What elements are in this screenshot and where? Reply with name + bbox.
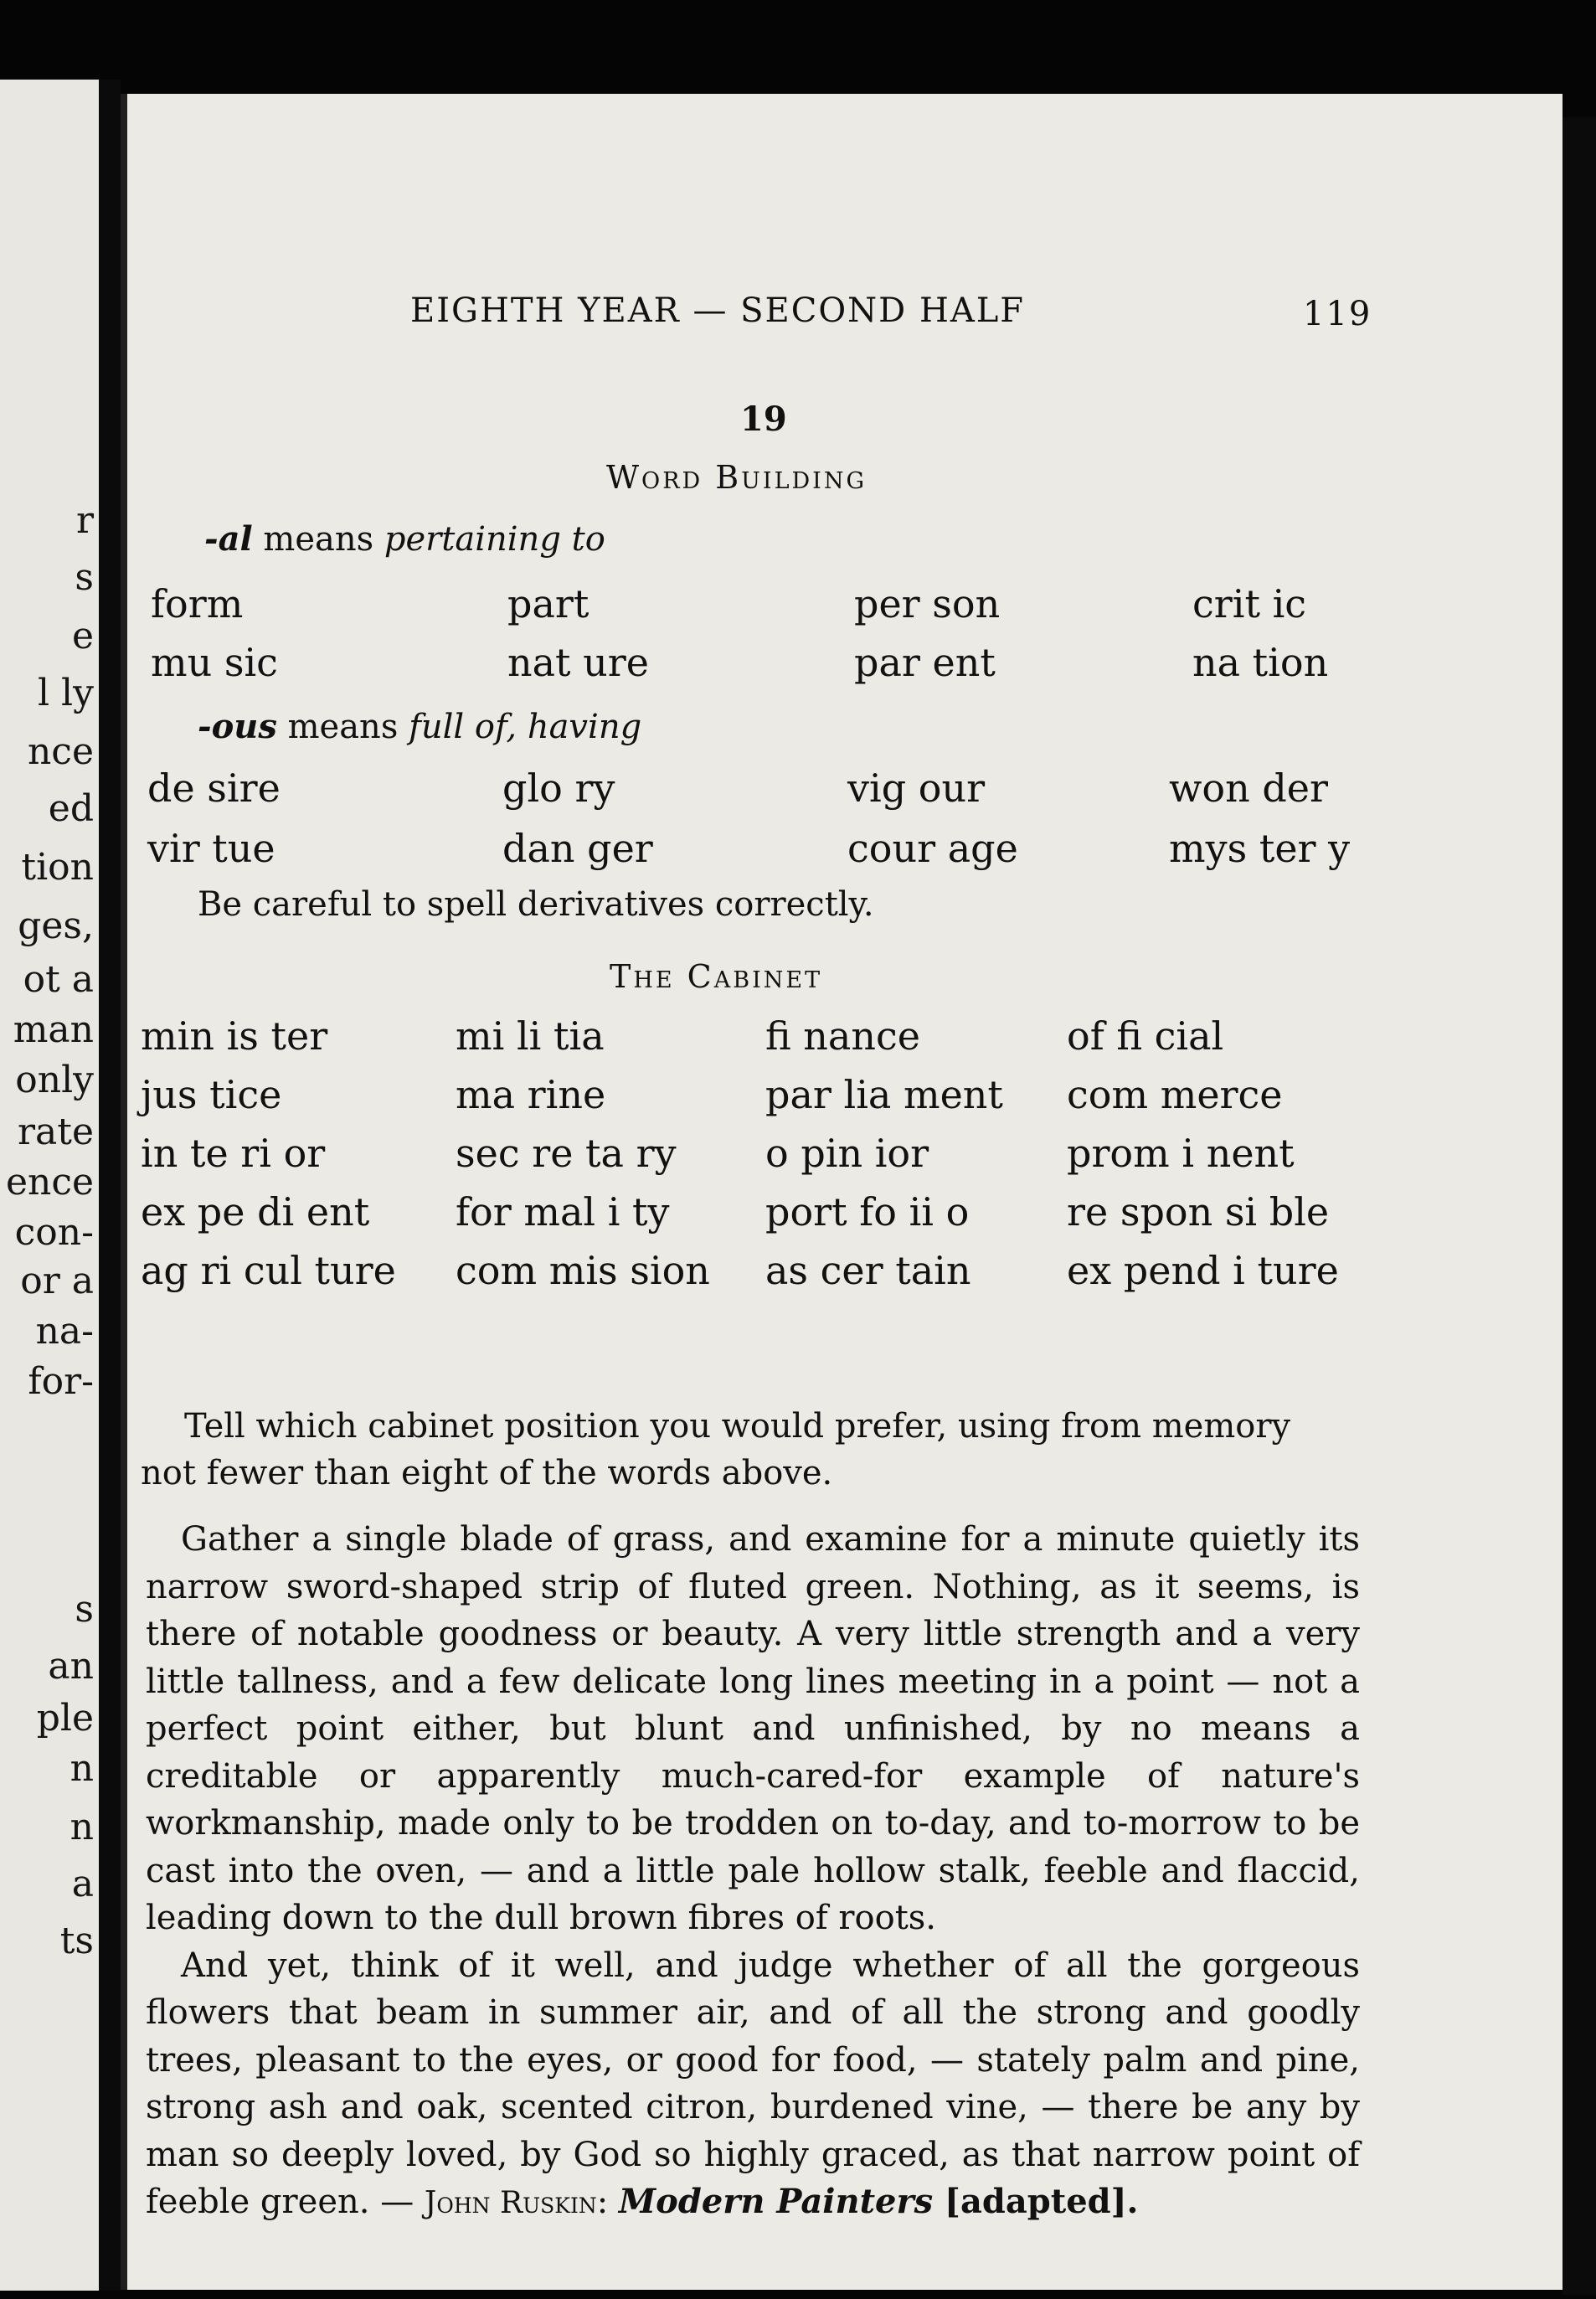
facing-page-text-fragment: s xyxy=(75,556,94,599)
al-word: crit ic xyxy=(1192,581,1307,626)
cabinet-word: min is ter xyxy=(141,1013,328,1059)
facing-page-text-fragment: ed xyxy=(48,787,94,830)
cabinet-word: sec re ta ry xyxy=(456,1131,677,1176)
cabinet-word: in te ri or xyxy=(141,1131,326,1176)
facing-page-edge xyxy=(0,80,99,2291)
cabinet-word: o pin ior xyxy=(765,1131,929,1176)
cabinet-word: of fi cial xyxy=(1067,1013,1224,1059)
cabinet-word: port fo ii o xyxy=(765,1189,970,1235)
attribution-colon: : xyxy=(596,2183,619,2221)
passage-paragraph-2 xyxy=(146,1942,1360,2228)
ous-word: vir tue xyxy=(147,826,275,871)
facing-page-text-fragment: rate xyxy=(18,1111,94,1153)
cabinet-word: ma rine xyxy=(456,1072,606,1117)
facing-page-text-fragment: con- xyxy=(14,1211,94,1254)
facing-page-text-fragment: a xyxy=(71,1863,94,1905)
attribution-author: John Ruskin xyxy=(424,2186,597,2220)
facing-page-text-fragment: e xyxy=(71,615,94,657)
suffix: -ous xyxy=(198,707,277,746)
ruskin-passage xyxy=(146,1516,1360,2228)
suffix: -al xyxy=(204,519,253,559)
facing-page-text-fragment: r xyxy=(75,499,94,542)
cabinet-word: par lia ment xyxy=(765,1072,1003,1117)
al-word: na tion xyxy=(1192,640,1329,685)
passage-paragraph-1: Gather a single blade of grass, and examine for a minute quietly its narrow sword-shaped strip of fluted green. Nothing, as it seems, is there of notable goodness or beauty. A very little strength and a very little tallness, and a few delicate long lines meeting in a point — not a perfect point either, but blunt and unfinished, by no means a creditable or apparently much-cared-for example of nature's workmanship, made only to be trodden on to-day, and to-morrow to be cast into the oven, — and a little pale hollow stalk, feeble and flaccid, leading down to the dull brown fibres of roots. xyxy=(146,1520,1360,1937)
facing-page-text-fragment: n xyxy=(70,1806,94,1848)
facing-page-text-fragment: an xyxy=(48,1645,94,1688)
ous-word: dan ger xyxy=(502,826,653,871)
cabinet-word: fi nance xyxy=(765,1013,920,1059)
suffix-rule-ous xyxy=(198,707,641,746)
suffix-meaning: pertaining to xyxy=(384,520,605,559)
lesson-number: 19 xyxy=(740,399,787,439)
suffix-meaning: full of, having xyxy=(409,708,642,746)
rule-connector: means xyxy=(252,520,384,559)
facing-page-text-fragment: ence xyxy=(5,1161,94,1204)
facing-page-text-fragment: n xyxy=(70,1747,94,1790)
cabinet-word: com merce xyxy=(1067,1072,1283,1117)
page-number: 119 xyxy=(1303,295,1372,333)
attribution-note: [adapted]. xyxy=(933,2182,1139,2221)
section-title-cabinet: The Cabinet xyxy=(610,958,823,995)
facing-page-text-fragment: or a xyxy=(20,1260,94,1302)
running-title: EIGHTH YEAR — SECOND HALF xyxy=(410,291,1026,330)
al-word: mu sic xyxy=(151,640,278,685)
facing-page-text-fragment: l ly xyxy=(38,672,94,714)
cabinet-word: prom i nent xyxy=(1067,1131,1295,1176)
cabinet-word: ex pe di ent xyxy=(141,1189,370,1235)
ous-word: cour age xyxy=(847,826,1018,871)
rule-connector: means xyxy=(276,708,409,746)
facing-page-text-fragment: na- xyxy=(35,1310,94,1353)
cabinet-word: re spon si ble xyxy=(1067,1189,1330,1235)
ous-word: glo ry xyxy=(502,765,615,811)
al-word: form xyxy=(151,581,244,626)
scan-background xyxy=(1563,117,1596,2295)
al-word: per son xyxy=(854,581,1001,626)
cabinet-instruction-line-1: Tell which cabinet position you would prefer, using from memory xyxy=(184,1407,1291,1446)
cabinet-word: ag ri cul ture xyxy=(141,1248,396,1293)
facing-page-text-fragment: for- xyxy=(28,1360,94,1403)
cabinet-word: mi li tia xyxy=(456,1013,605,1059)
suffix-rule-al xyxy=(204,519,605,559)
attribution-work: Modern Painters xyxy=(618,2182,934,2221)
facing-page-text-fragment: ts xyxy=(59,1920,94,1962)
cabinet-word: for mal i ty xyxy=(456,1189,670,1235)
caution-note: Be careful to spell derivatives correctly. xyxy=(198,885,874,924)
ous-word: mys ter y xyxy=(1169,826,1351,871)
ous-word: vig our xyxy=(847,765,986,811)
facing-page-text-fragment: ple xyxy=(36,1697,94,1740)
paragraph-2-text: And yet, think of it well, and judge whether of all the gorgeous flowers that beam in summer air, and of all the strong and goodly trees, pleasant to the eyes, or good for food, — stately palm and pine, strong ash and oak, scented citron, burdened vine, — there be any by man so deeply loved, by God so highly graced, as that narrow point of feeble green. xyxy=(146,1946,1360,2221)
al-word: nat ure xyxy=(507,640,649,685)
cabinet-instruction-line-2: not fewer than eight of the words above. xyxy=(141,1454,833,1492)
attribution-dash: — xyxy=(369,2183,425,2221)
cabinet-word: jus tice xyxy=(141,1072,282,1117)
facing-page-text-fragment: tion xyxy=(21,846,94,889)
cabinet-word: as cer tain xyxy=(765,1248,971,1293)
facing-page-text-fragment: s xyxy=(75,1588,94,1631)
facing-page-text-fragment: ges, xyxy=(18,905,94,947)
ous-word: won der xyxy=(1169,765,1328,811)
facing-page-text-fragment: man xyxy=(13,1008,94,1051)
facing-page-text-fragment: only xyxy=(15,1059,94,1101)
facing-page-text-fragment: ot a xyxy=(23,958,94,1001)
al-word: part xyxy=(507,581,589,626)
cabinet-word: ex pend i ture xyxy=(1067,1248,1339,1293)
cabinet-word: com mis sion xyxy=(456,1248,710,1293)
al-word: par ent xyxy=(854,640,996,685)
section-title-word-building: Word Building xyxy=(606,459,868,496)
facing-page-text-fragment: nce xyxy=(27,730,94,773)
book-spine xyxy=(99,80,121,2291)
book-page xyxy=(121,94,1563,2290)
ous-word: de sire xyxy=(147,765,281,811)
